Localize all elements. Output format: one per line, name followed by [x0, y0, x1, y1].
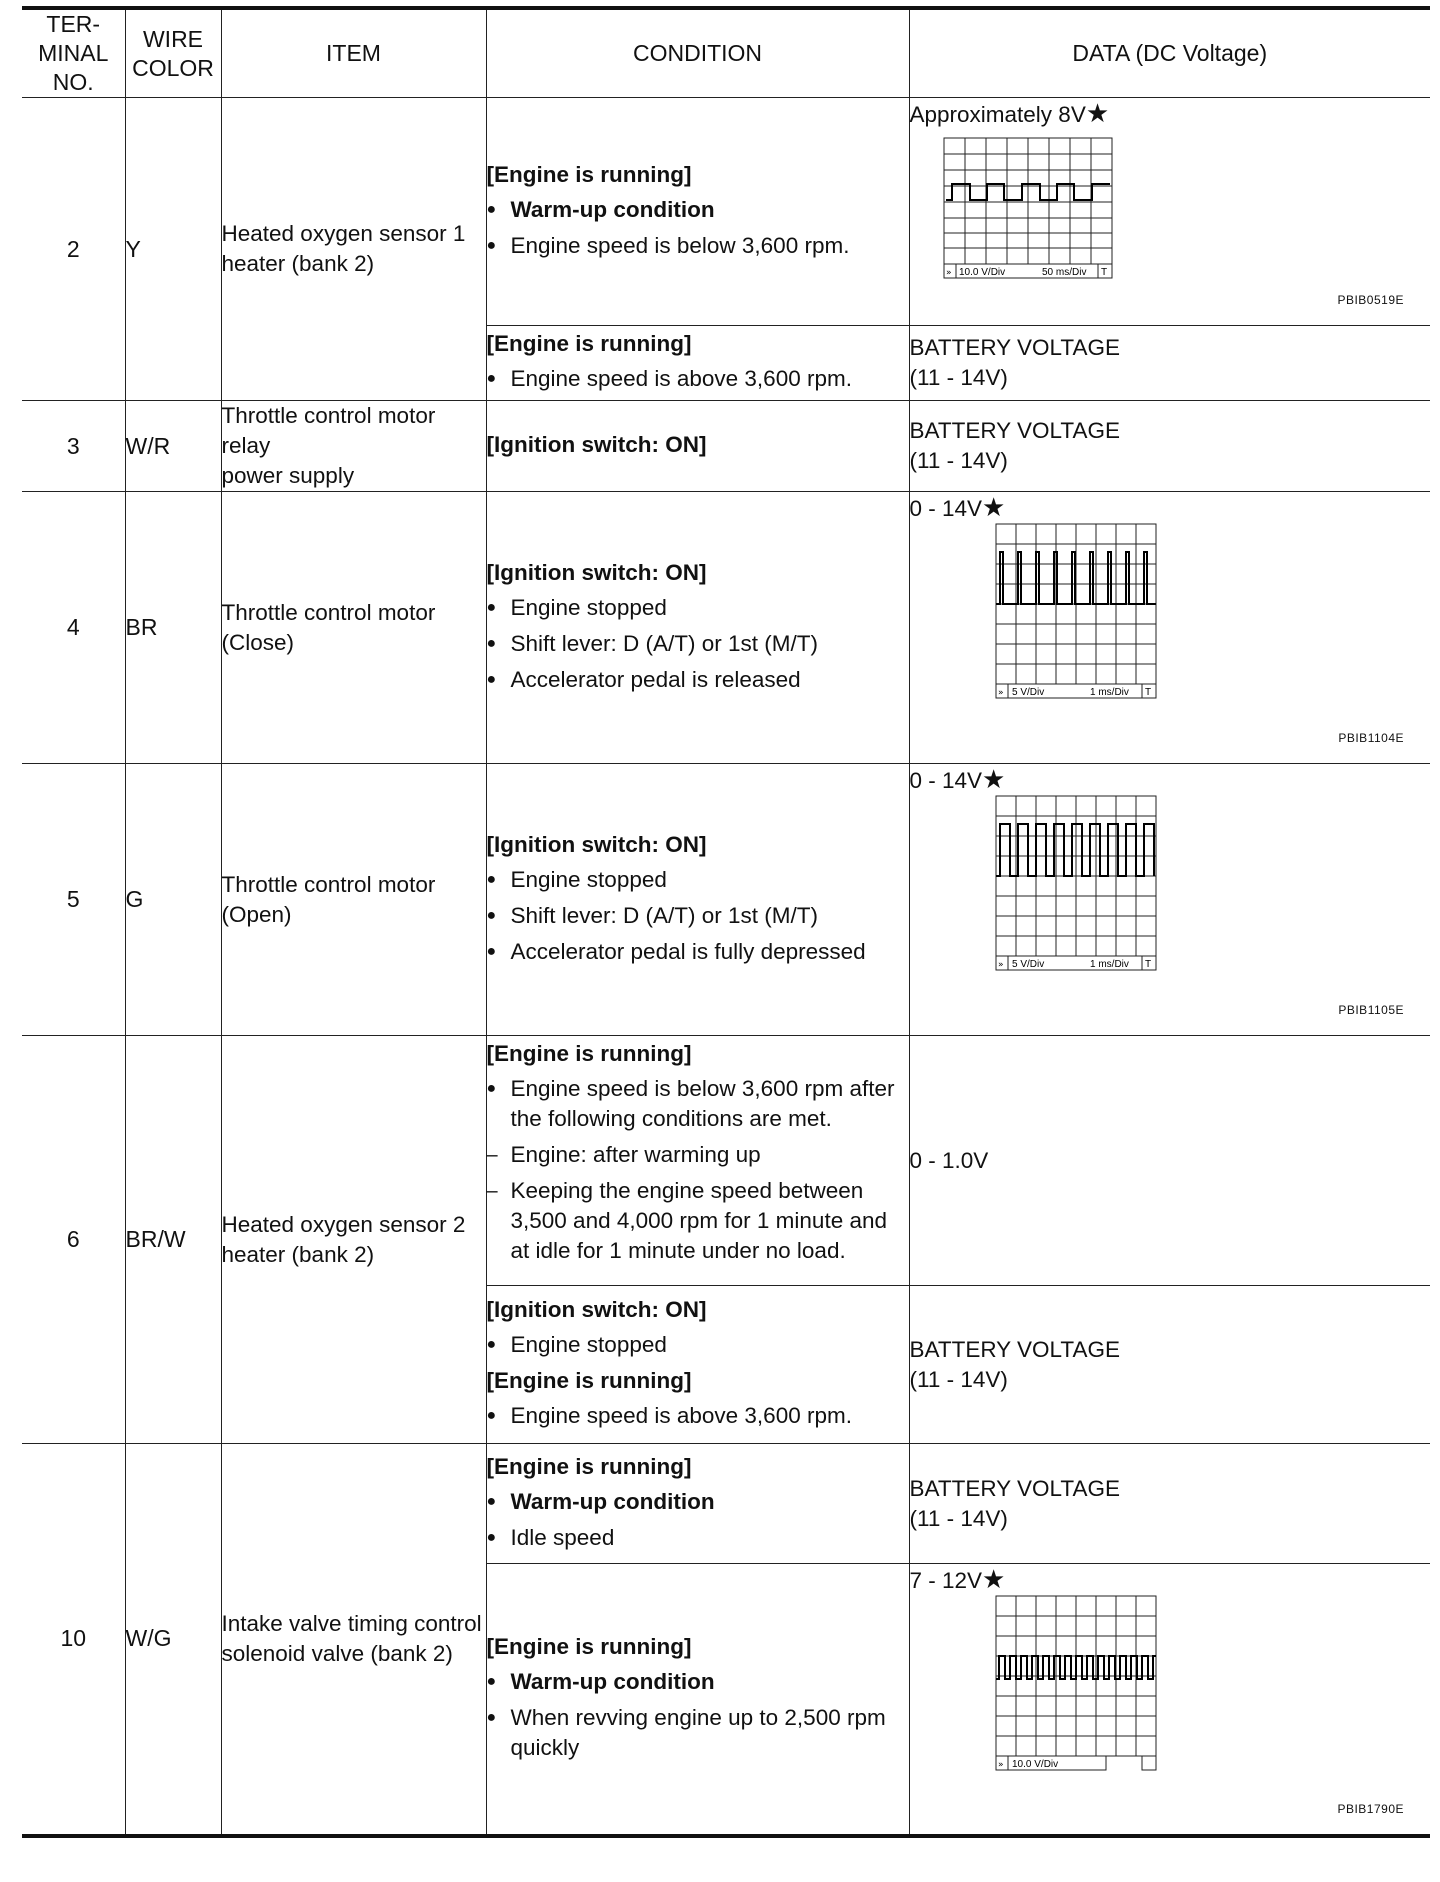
condition-heading: [Engine is running] [486, 1453, 692, 1479]
header-wire-color [125, 8, 221, 98]
data-value: 0 - 14V★ [909, 764, 1006, 794]
bullet-icon: ● [486, 1407, 497, 1424]
scope-trigger-icon: T [1144, 959, 1151, 970]
data-cell [909, 1564, 1430, 1836]
data-value: 7 - 12V★ [909, 1564, 1006, 1594]
condition-bullet: ● Warm-up condition [487, 1667, 909, 1697]
condition-cell [486, 401, 909, 492]
condition-bullet: ● Idle speed [487, 1523, 909, 1553]
data-line: BATTERY VOLTAGE [909, 1475, 1120, 1501]
scope-time-label: 1 ms/Div [1089, 959, 1129, 970]
data-cell [909, 401, 1430, 492]
bullet-icon: ● [486, 236, 497, 254]
bullet-icon: ● [486, 1528, 497, 1546]
header-condition: CONDITION [486, 8, 909, 98]
condition-cell [486, 1564, 909, 1836]
terminal-number: 6 [22, 1036, 125, 1444]
scope-arrow-icon: » [997, 688, 1004, 698]
bullet-icon: ● [486, 1336, 497, 1353]
data-value: 0 - 14V★ [909, 492, 1006, 522]
scope-trigger-icon: T [1144, 687, 1151, 698]
page [22, 6, 1430, 1838]
condition-bullet: ● Engine stopped [487, 1330, 909, 1360]
header-terminal-line: TER- [46, 11, 101, 37]
item-line: solenoid valve (bank 2) [221, 1640, 453, 1666]
item-description [221, 492, 486, 764]
oscilloscope-waveform [994, 794, 1164, 974]
condition-heading: [Ignition switch: ON] [486, 1297, 707, 1322]
data-line: BATTERY VOLTAGE [909, 1336, 1120, 1362]
data-line: BATTERY VOLTAGE [909, 418, 1120, 443]
data-cell [909, 326, 1430, 401]
data-line: (11 - 14V) [909, 1366, 1008, 1392]
item-description [221, 98, 486, 401]
item-line: Intake valve timing control [221, 1610, 482, 1636]
condition-cell [486, 1286, 909, 1444]
terminal-number: 2 [22, 98, 125, 401]
header-terminal-line: MINAL [38, 40, 109, 66]
item-line: heater (bank 2) [221, 251, 375, 276]
item-description [221, 1036, 486, 1444]
bullet-icon: ● [486, 906, 497, 924]
scope-trigger-icon: T [1100, 267, 1107, 278]
scope-time-label: 1 ms/Div [1089, 687, 1129, 698]
bullet-icon: ● [486, 942, 497, 960]
condition-cell [486, 1444, 909, 1564]
ecm-terminal-table [22, 6, 1430, 1838]
scope-volts-label: 10.0 V/Div [1011, 1759, 1058, 1770]
figure-id: PBIB1790E [1337, 1801, 1404, 1816]
condition-heading: [Engine is running] [486, 1041, 692, 1066]
condition-bullet: ● When revving engine up to 2,500 rpm quickly [486, 1704, 886, 1760]
wire-color: W/R [125, 401, 221, 492]
figure-id: PBIB1105E [1338, 1003, 1404, 1017]
bullet-icon: ● [486, 1492, 497, 1510]
condition-cell [486, 326, 909, 401]
data-line: (11 - 14V) [909, 448, 1008, 473]
condition-bullet: ● Accelerator pedal is fully depressed [487, 937, 909, 967]
item-line: Heated oxygen sensor 1 [221, 221, 466, 246]
dash-icon: – [486, 1180, 498, 1202]
condition-heading: [Engine is running] [486, 331, 692, 356]
condition-heading: [Engine is running] [486, 1368, 692, 1393]
data-cell [909, 492, 1430, 764]
scope-volts-label: 5 V/Div [1011, 687, 1044, 698]
star-icon: ★ [982, 492, 1006, 522]
dash-icon: – [486, 1144, 498, 1166]
bullet-icon: ● [486, 870, 497, 888]
table-row [22, 1036, 1430, 1286]
bullet-icon: ● [486, 200, 497, 218]
wire-color: W/G [125, 1444, 221, 1836]
condition-bullet: ● Engine stopped [487, 865, 909, 895]
item-line: Throttle control motor relay [221, 403, 436, 458]
scope-volts-label: 5 V/Div [1011, 959, 1044, 970]
condition-bullet: ● Accelerator pedal is released [487, 665, 909, 695]
scope-arrow-icon: » [997, 1760, 1004, 1770]
item-line: heater (bank 2) [221, 1241, 375, 1267]
item-line: power supply [221, 463, 355, 488]
condition-heading: [Ignition switch: ON] [486, 831, 707, 857]
bullet-icon: ● [486, 598, 497, 616]
condition-cell [486, 1036, 909, 1286]
data-line: (11 - 14V) [909, 365, 1008, 390]
figure-id: PBIB0519E [1337, 293, 1404, 307]
condition-bullet: ● Warm-up condition [487, 1487, 909, 1517]
data-line: BATTERY VOLTAGE [909, 335, 1120, 360]
terminal-number: 5 [22, 764, 125, 1036]
condition-bullet: ● Warm-up condition [487, 195, 909, 225]
header-wire-line: WIRE [142, 25, 204, 52]
bullet-icon: ● [486, 1708, 497, 1726]
condition-cell [486, 492, 909, 764]
data-value: Approximately 8V★ [909, 98, 1110, 128]
header-terminal [22, 8, 125, 98]
scope-arrow-icon: » [997, 960, 1004, 970]
condition-cell [486, 764, 909, 1036]
data-cell [909, 98, 1430, 326]
item-line: Heated oxygen sensor 2 [221, 1211, 466, 1237]
table-row [22, 1444, 1430, 1564]
table-row [22, 492, 1430, 764]
condition-heading: [Engine is running] [486, 1633, 692, 1659]
condition-bullet: ● Engine speed is above 3,600 rpm. [487, 364, 909, 394]
bullet-icon: ● [486, 1672, 497, 1690]
item-description [221, 1444, 486, 1836]
condition-heading: [Ignition switch: ON] [486, 432, 707, 457]
waveform-trace [996, 1656, 1156, 1679]
oscilloscope-waveform [994, 522, 1164, 702]
data-cell [909, 1036, 1430, 1286]
header-terminal-line: NO. [52, 69, 94, 95]
table-row [22, 98, 1430, 326]
figure-id: PBIB1104E [1338, 731, 1404, 745]
header-wire-line: COLOR [132, 54, 214, 81]
condition-heading: [Engine is running] [486, 161, 692, 187]
condition-bullet: ● Engine speed is below 3,600 rpm after the following conditions are met. [486, 1076, 895, 1131]
condition-bullet: ● Engine speed is above 3,600 rpm. [487, 1401, 909, 1431]
condition-heading: [Ignition switch: ON] [486, 559, 707, 585]
terminal-number: 3 [22, 401, 125, 492]
data-line: 0 - 1.0V [909, 1147, 989, 1173]
condition-bullet: ● Shift lever: D (A/T) or 1st (M/T) [487, 629, 909, 659]
item-line: (Open) [221, 901, 292, 927]
item-line: Throttle control motor [221, 871, 436, 897]
item-line: Throttle control motor [221, 599, 436, 625]
condition-cell [486, 98, 909, 326]
table-row [22, 764, 1430, 1036]
oscilloscope-waveform [994, 1594, 1164, 1774]
data-cell [909, 1444, 1430, 1564]
header-item: ITEM [221, 8, 486, 98]
wire-color: BR/W [125, 1036, 221, 1444]
table-row [22, 401, 1430, 492]
item-description [221, 764, 486, 1036]
condition-bullet: ● Shift lever: D (A/T) or 1st (M/T) [487, 901, 909, 931]
condition-bullet: ● Engine speed is below 3,600 rpm. [487, 231, 909, 261]
scope-volts-label: 10.0 V/Div [958, 267, 1005, 278]
data-line: (11 - 14V) [909, 1505, 1008, 1531]
wire-color: Y [125, 98, 221, 401]
condition-subitem: – Keeping the engine speed between 3,500 and 4,000 rpm for 1 minute and at idle for 1 minute under no load. [486, 1178, 888, 1263]
star-icon: ★ [1085, 98, 1110, 128]
oscilloscope-waveform [942, 136, 1142, 286]
bullet-icon: ● [486, 670, 497, 688]
header-row [22, 8, 1430, 98]
bullet-icon: ● [486, 634, 497, 652]
terminal-number: 10 [22, 1444, 125, 1836]
star-icon: ★ [982, 764, 1006, 794]
header-data: DATA (DC Voltage) [909, 8, 1430, 98]
condition-subitem: – Engine: after warming up [487, 1140, 909, 1170]
condition-bullet: ● Engine stopped [487, 593, 909, 623]
data-cell [909, 764, 1430, 1036]
wire-color: G [125, 764, 221, 1036]
bullet-icon: ● [486, 370, 497, 387]
waveform-trace [996, 824, 1154, 876]
scope-arrow-icon: » [945, 268, 952, 278]
terminal-number: 4 [22, 492, 125, 764]
wire-color: BR [125, 492, 221, 764]
scope-time-label: 50 ms/Div [1041, 267, 1086, 278]
data-cell [909, 1286, 1430, 1444]
star-icon: ★ [982, 1564, 1006, 1594]
item-description [221, 401, 486, 492]
waveform-trace [996, 552, 1156, 604]
bullet-icon: ● [486, 1080, 497, 1097]
item-line: (Close) [221, 629, 295, 655]
